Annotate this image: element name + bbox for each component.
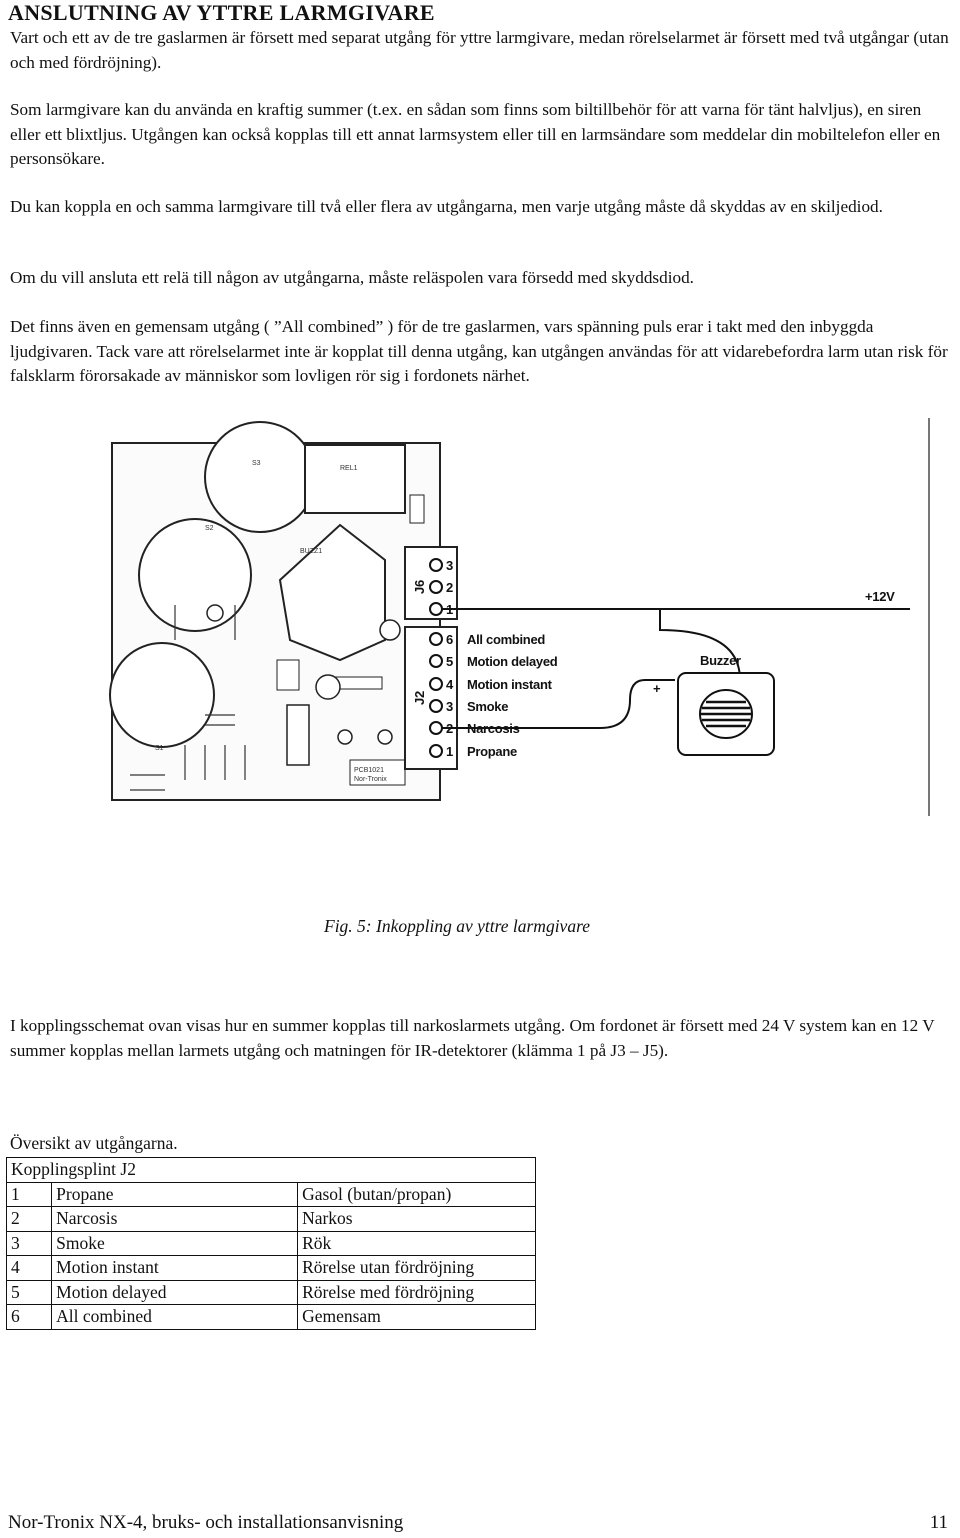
footer-title: Nor-Tronix NX-4, bruks- och installationsanvisning: [8, 1512, 404, 1533]
svg-text:PCB1021: PCB1021: [354, 767, 384, 774]
buzzer-label: Buzzer: [700, 653, 741, 668]
pcb-board: [110, 422, 440, 800]
figure-caption: Fig. 5: Inkoppling av yttre larmgivare: [324, 916, 591, 936]
table-row: 2 Narcosis Narkos: [7, 1207, 536, 1232]
j2-pin-5: [430, 654, 558, 669]
page-title: ANSLUTNING AV YTTRE LARMGIVARE: [8, 0, 435, 25]
pin-label-motion-delayed: Motion delayed: [467, 654, 558, 669]
pin-label-smoke: Smoke: [467, 699, 509, 714]
svg-text:Nor-Tronix: Nor-Tronix: [354, 776, 387, 783]
wiring-explanation-paragraph: I kopplingsschemat ovan visas hur en summer kopplas till narkoslarmets utgång. Om fordonet är försett med 24 V system kan en 12 V summer kopplas mellan larmets utgång och matningen för IR-detektorer (klämma 1 på J3 – J5).: [10, 1016, 935, 1060]
svg-text:1: 1: [446, 744, 453, 759]
overview-heading: Översikt av utgångarna.: [10, 1133, 178, 1153]
svg-text:S2: S2: [205, 525, 214, 532]
buzzer-plus-sign: +: [653, 681, 661, 696]
isolation-diode-paragraph: Du kan koppla en och samma larmgivare till två eller flera av utgångarna, men varje utgång måste då skyddas av en skiljediod.: [10, 197, 883, 216]
j2-connector: [405, 627, 558, 769]
pin-label-propane: Propane: [467, 744, 517, 759]
buzzer: [653, 653, 774, 755]
svg-text:3: 3: [446, 558, 453, 573]
table-row: 6 All combined Gemensam: [7, 1305, 536, 1330]
supply-label: +12V: [865, 589, 895, 604]
table-header-row: [7, 1158, 536, 1183]
table-row: 1 Propane Gasol (butan/propan): [7, 1182, 536, 1207]
intro-paragraph: Vart och ett av de tre gaslarmen är försett med separat utgång för yttre larmgivare, medan rörelselarmet är försett med två utgångar (utan och med fördröjning).: [10, 28, 949, 72]
svg-text:3: 3: [446, 699, 453, 714]
j2-terminal-table: [6, 1157, 536, 1330]
page-number: 11: [929, 1512, 948, 1533]
table-row: 4 Motion instant Rörelse utan fördröjning: [7, 1256, 536, 1281]
svg-text:1: 1: [446, 602, 453, 617]
svg-text:S1: S1: [155, 745, 164, 752]
svg-text:6: 6: [446, 632, 453, 647]
figure-border-line: [928, 418, 930, 816]
table-row: 5 Motion delayed Rörelse med fördröjning: [7, 1280, 536, 1305]
pin-label-narcosis: Narcosis: [467, 721, 520, 736]
pin-label-motion-instant: Motion instant: [467, 677, 552, 692]
wiring-diagram: [100, 415, 940, 820]
j2-label: J2: [412, 691, 427, 705]
svg-text:2: 2: [446, 721, 453, 736]
pin-label-all-combined: All combined: [467, 632, 546, 647]
alarm-device-paragraph: Som larmgivare kan du använda en kraftig summer (t.ex. en sådan som finns som biltillbehör för att varna för tänt halvljus), en siren eller ett blixtljus. Utgången kan också kopplas till ett annat larmsystem eller till en larmsändare som meddelar din mobiltelefon eller en personsökare.: [10, 100, 941, 168]
svg-text:5: 5: [446, 654, 453, 669]
j2-pin-4: [430, 677, 553, 692]
j2-pin-6: [430, 632, 545, 647]
svg-text:4: 4: [446, 677, 453, 692]
common-output-paragraph: Det finns även en gemensam utgång ( ”All combined” ) för de tre gaslarmen, vars spänning puls erar i takt med den inbyggda ljudgivaren. Tack vare att rörelselarmet inte är kopplat till denna utgång, kan utgången användas för att vidarebefordra larm utan risk för falsklarm förorsakade av människor som lovligen rör sig i fordonets närhet.: [10, 317, 948, 385]
svg-text:S3: S3: [252, 460, 261, 467]
table-row: 3 Smoke Rök: [7, 1231, 536, 1256]
relay-paragraph: Om du vill ansluta ett relä till någon av utgångarna, måste reläspolen vara försedd med skyddsdiod.: [10, 268, 694, 287]
svg-text:REL1: REL1: [340, 465, 358, 472]
svg-text:BUZZ1: BUZZ1: [300, 548, 323, 555]
table-header: Kopplingsplint J2: [7, 1158, 536, 1183]
svg-text:2: 2: [446, 580, 453, 595]
j6-label: J6: [412, 580, 427, 594]
